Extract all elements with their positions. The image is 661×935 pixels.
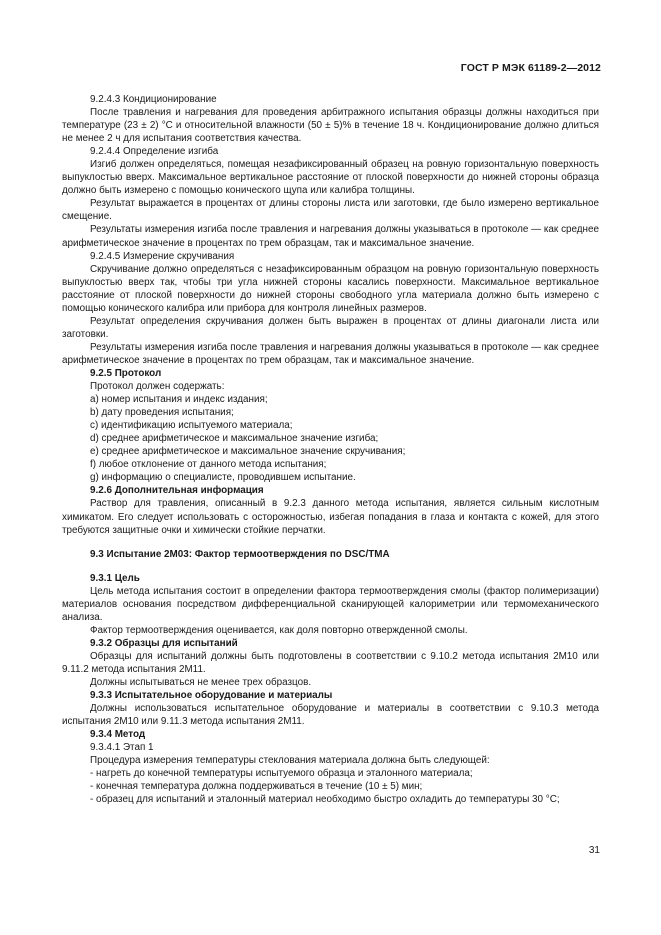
paragraph: Образцы для испытаний должны быть подготовлены в соответствии с 9.10.2 метода испытания 2М10 или 9.11.2 метода испытания 2М11. [62,650,599,675]
subsection-heading: 9.2.4.3 Кондиционирование [90,94,217,105]
paragraph: Фактор термоотверждения оценивается, как доля повторно отвержденной смолы. [90,624,468,636]
list-item: d) среднее арифметическое и максимальное значение изгиба; [90,433,379,445]
list-item: - конечная температура должна поддерживаться в течение (10 ± 5) мин; [90,781,423,793]
list-item: а) номер испытания и индекс издания; [90,394,268,406]
paragraph: Результаты измерения изгиба после травления и нагревания должны указываться в протоколе — как среднее арифметическое значение в процентах по трем образцам, так и максимальное значение. [62,341,599,366]
list-item: b) дату проведения испытания; [90,407,234,419]
list-item: g) информацию о специалисте, проводившем испытание. [90,472,356,484]
section-spacer [62,537,599,548]
paragraph: Скручивание должно определяться с незафиксированным образцом на ровную горизонтальную поверхность выпуклостью вверх так, чтобы три угла нижней стороны касались поверхности. Максимальное вертикальное расстояние от плоской поверхности до нижней стороны свободного угла материала должно быть измерено с помощью конического калибра или прибора для контроля линейных размеров. [62,263,599,314]
subsection-heading: 9.3.4.1 Этап 1 [90,742,154,754]
section-spacer [62,561,599,572]
paragraph: Результат определения скручивания должен быть выражен в процентах от длины диагонали листа или заготовки. [62,315,599,340]
subsection-heading: 9.2.4.5 Измерение скручивания [90,250,235,262]
section-heading: 9.3.4 Метод [90,729,146,741]
list-item: - образец для испытаний и эталонный материал необходимо быстро охладить до температуры 30 °С; [90,794,560,806]
paragraph: После травления и нагревания для проведения арбитражного испытания образцы должны находиться при температуре (23 ± 2) °С и относительной влажности (50 ± 5)% в течение 18 ч. Кондиционирование должно длиться не менее 2 ч для испытания соответствия качества. [62,107,599,145]
section-heading: 9.3.1 Цель [90,572,140,584]
paragraph: Изгиб должен определяться, помещая незафиксированный образец на ровную горизонтальную поверхность выпуклостью вверх. Максимальное вертикальное расстояние от плоской поверхности до нижней стороны образца должно быть измерено с помощью конического щупа или калибра толщины. [62,159,599,197]
paragraph: Должны использоваться испытательное оборудование и материалы в соответствии с 9.10.3 метода испытания 2М10 или 9.11.3 метода испытания 2М11. [62,703,599,728]
list-item: е) среднее арифметическое и максимальное значение скручивания; [90,446,406,458]
paragraph: Должны испытываться не менее трех образцов. [90,677,312,689]
standard-header: ГОСТ Р МЭК 61189-2—2012 [460,62,601,74]
list-item: с) идентификацию испытуемого материала; [90,420,293,432]
section-heading: 9.3.2 Образцы для испытаний [90,637,238,649]
list-item: - нагреть до конечной температуры испытуемого образца и эталонного материала; [90,768,473,780]
paragraph: Раствор для травления, описанный в 9.2.3 данного метода испытания, является сильным кислотным химикатом. Его следует использовать с осторожностью, избегая попадания в глаза и контакта с кожей, для этого требуются защитные очки и химически стойкие перчатки. [62,498,599,536]
subsection-heading: 9.2.4.4 Определение изгиба [90,146,219,158]
section-heading: 9.3.3 Испытательное оборудование и материалы [90,690,333,702]
document-body [62,93,599,806]
paragraph: Цель метода испытания состоит в определении фактора термоотверждения смолы (фактор полимеризации) материалов основания посредством дифференциальной сканирующей калориметрии или термомеханического анализа. [62,585,599,623]
section-heading: 9.2.6 Дополнительная информация [90,485,264,497]
section-title: 9.3 Испытание 2М03: Фактор термоотверждения по DSC/TMA [90,548,390,560]
list-item: f) любое отклонение от данного метода испытания; [90,459,327,471]
paragraph: Результат выражается в процентах от длины стороны листа или заготовки, где было измерено вертикальное смещение. [62,198,599,223]
paragraph: Процедура измерения температуры стеклования материала должна быть следующей: [90,755,490,767]
paragraph: Протокол должен содержать: [90,381,225,393]
paragraph: Результаты измерения изгиба после травления и нагревания должны указываться в протоколе — как среднее арифметическое значение в процентах по трем образцам, так и максимальное значение. [62,224,599,249]
section-heading: 9.2.5 Протокол [90,367,162,379]
page-number: 31 [588,845,600,856]
